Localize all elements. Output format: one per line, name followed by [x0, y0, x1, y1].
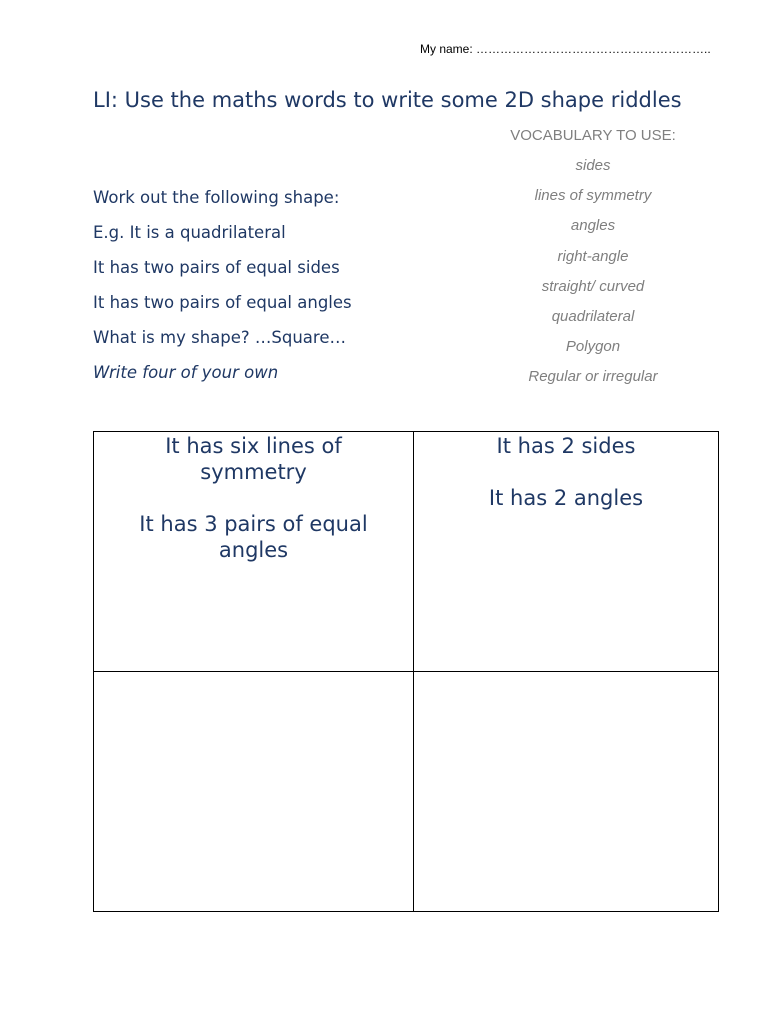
vocab-item: Regular or irregular: [528, 368, 658, 386]
example-line-equal-angles: It has two pairs of equal angles: [93, 293, 352, 312]
riddle-line: It has six lines of symmetry: [165, 434, 342, 484]
vocab-item: lines of symmetry: [534, 187, 652, 205]
riddle-line: It has 3 pairs of equal angles: [139, 512, 368, 562]
riddle-line: It has 2 sides: [496, 434, 636, 458]
vocab-item: straight/ curved: [541, 277, 645, 295]
vocab-item: angles: [570, 217, 616, 235]
riddle-cell-3: [94, 672, 414, 911]
riddle-cell-2: [414, 432, 718, 672]
learning-intention-title: LI: Use the maths words to write some 2D shape riddles: [93, 88, 682, 112]
example-line-quadrilateral: E.g. It is a quadrilateral: [93, 223, 286, 242]
example-riddle: [93, 188, 513, 398]
riddle-grid: [93, 431, 719, 912]
vocab-item: right-angle: [557, 247, 629, 265]
example-line-answer: What is my shape? …Square…: [93, 328, 346, 347]
vocabulary-list: [493, 126, 693, 398]
name-field-line: My name: …………………………………………………..: [420, 42, 711, 56]
example-line-equal-sides: It has two pairs of equal sides: [93, 258, 340, 277]
vocab-item: sides: [575, 157, 611, 174]
vocab-item: quadrilateral: [551, 307, 635, 325]
example-line-intro: Work out the following shape:: [93, 188, 340, 207]
vocab-item: Polygon: [565, 338, 621, 356]
riddle-cell-1: [94, 432, 414, 672]
riddle-cell-4: [414, 672, 718, 911]
instruction-write-own: Write four of your own: [93, 363, 279, 382]
riddle-line: It has 2 angles: [488, 486, 644, 510]
vocabulary-title: VOCABULARY TO USE:: [510, 127, 676, 144]
